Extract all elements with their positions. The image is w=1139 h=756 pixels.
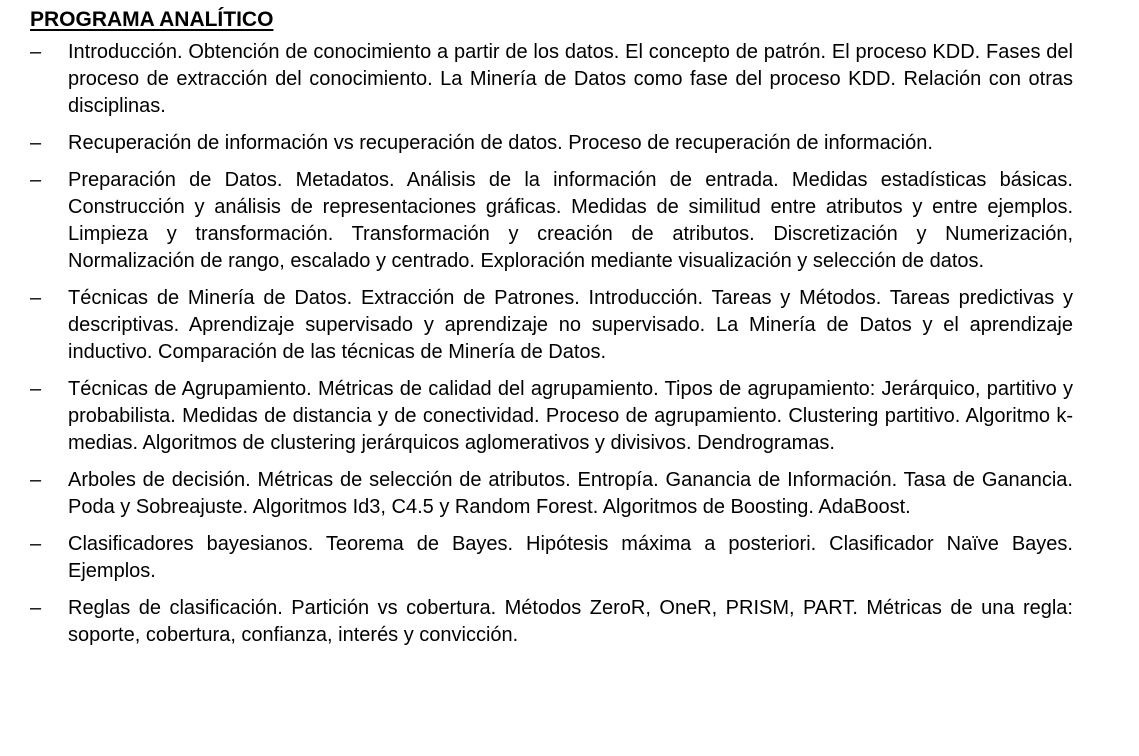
bullet-dash: – [30, 533, 42, 555]
list-item-text: Técnicas de Minería de Datos. Extracción de Patrones. Introducción. Tareas y Métodos. Tareas predictivas y descriptivas. Aprendizaje supervisado y aprendizaje no supervisado. La Minería de Datos y el aprendizaje inductivo. Comparación de las técnicas de Minería de Datos. [68, 287, 1073, 363]
topic-list [30, 39, 1073, 649]
list-item [30, 467, 1073, 521]
bullet-dash: – [30, 378, 42, 400]
bullet-dash: – [30, 41, 42, 63]
list-item [30, 531, 1073, 585]
bullet-dash: – [30, 287, 42, 309]
list-item-text: Arboles de decisión. Métricas de selección de atributos. Entropía. Ganancia de Información. Tasa de Ganancia. Poda y Sobreajuste. Algoritmos Id3, C4.5 y Random Forest. Algoritmos de Boosting. AdaBoost. [68, 469, 1073, 518]
section-title: PROGRAMA ANALÍTICO [30, 8, 274, 31]
list-item [30, 167, 1073, 275]
bullet-dash: – [30, 597, 42, 619]
list-item [30, 595, 1073, 649]
list-item [30, 285, 1073, 366]
list-item-text: Clasificadores bayesianos. Teorema de Bayes. Hipótesis máxima a posteriori. Clasificador Naïve Bayes. Ejemplos. [68, 533, 1073, 582]
list-item-text: Recuperación de información vs recuperación de datos. Proceso de recuperación de información. [68, 132, 933, 154]
list-item-text: Reglas de clasificación. Partición vs cobertura. Métodos ZeroR, OneR, PRISM, PART. Métricas de una regla: soporte, cobertura, confianza, interés y convicción. [68, 597, 1073, 646]
list-item-text: Preparación de Datos. Metadatos. Análisis de la información de entrada. Medidas estadísticas básicas. Construcción y análisis de representaciones gráficas. Medidas de similitud entre atributos y entre ejemplos. Limpieza y transformación. Transformación y creación de atributos. Discretización y Numerización, Normalización de rango, escalado y centrado. Exploración mediante visualización y selección de datos. [68, 169, 1073, 272]
list-item-text: Técnicas de Agrupamiento. Métricas de calidad del agrupamiento. Tipos de agrupamiento: Jerárquico, partitivo y probabilista. Medidas de distancia y de conectividad. Proceso de agrupamiento. Clustering partitivo. Algoritmo k-medias. Algoritmos de clustering jerárquicos aglomerativos y divisivos. Dendrogramas. [68, 378, 1073, 454]
list-item-text: Introducción. Obtención de conocimiento a partir de los datos. El concepto de patrón. El proceso KDD. Fases del proceso de extracción del conocimiento. La Minería de Datos como fase del proceso KDD. Relación con otras disciplinas. [68, 41, 1073, 117]
list-item [30, 130, 1073, 157]
bullet-dash: – [30, 469, 42, 491]
bullet-dash: – [30, 132, 42, 154]
list-item [30, 376, 1073, 457]
list-item [30, 39, 1073, 120]
bullet-dash: – [30, 169, 42, 191]
